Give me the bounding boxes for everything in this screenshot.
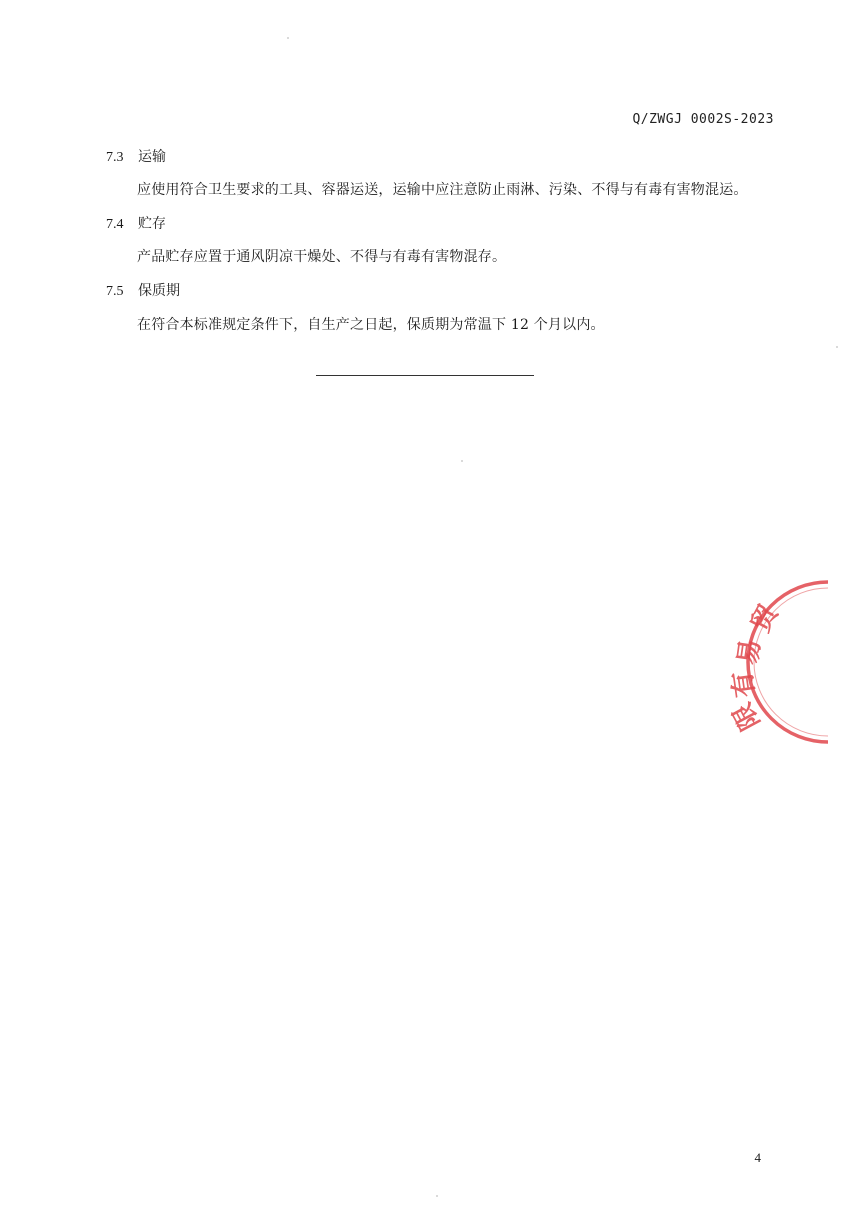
- section-heading-transport: [106, 146, 166, 166]
- company-seal: [708, 578, 828, 746]
- section-heading-shelf-life: [106, 280, 180, 300]
- document-code: Q/ZWGJ 0002S-2023: [632, 112, 774, 127]
- section-number: 7.5: [106, 284, 124, 299]
- section-heading-storage: [106, 213, 166, 233]
- scan-speck: [436, 1195, 438, 1197]
- seal-char-1: 贸: [745, 600, 785, 638]
- scan-speck: [287, 37, 289, 39]
- company-seal-graphic: [708, 578, 828, 746]
- section-body-transport: 应使用符合卫生要求的工具、容器运送，运输中应注意防止雨淋、污染、不得与有毒有害物混运。: [137, 182, 748, 198]
- scan-speck: [461, 460, 463, 462]
- page-number: 4: [754, 1150, 761, 1165]
- section-number: 7.4: [106, 217, 124, 232]
- seal-char-4: 限: [727, 697, 767, 735]
- section-title: 贮存: [138, 216, 166, 232]
- section-body-storage: 产品贮存应置于通风阴凉干燥处、不得与有毒有害物混存。: [137, 249, 507, 265]
- scan-speck: [836, 346, 838, 348]
- end-of-document-rule: [316, 375, 534, 376]
- section-body-shelf-life: 在符合本标准规定条件下，自生产之日起，保质期为常温下 12 个月以内。: [137, 317, 605, 333]
- seal-char-2: 易: [733, 637, 767, 667]
- seal-char-3: 有: [727, 669, 761, 700]
- section-number: 7.3: [106, 150, 124, 165]
- section-title: 保质期: [138, 283, 180, 299]
- section-title: 运输: [138, 149, 166, 165]
